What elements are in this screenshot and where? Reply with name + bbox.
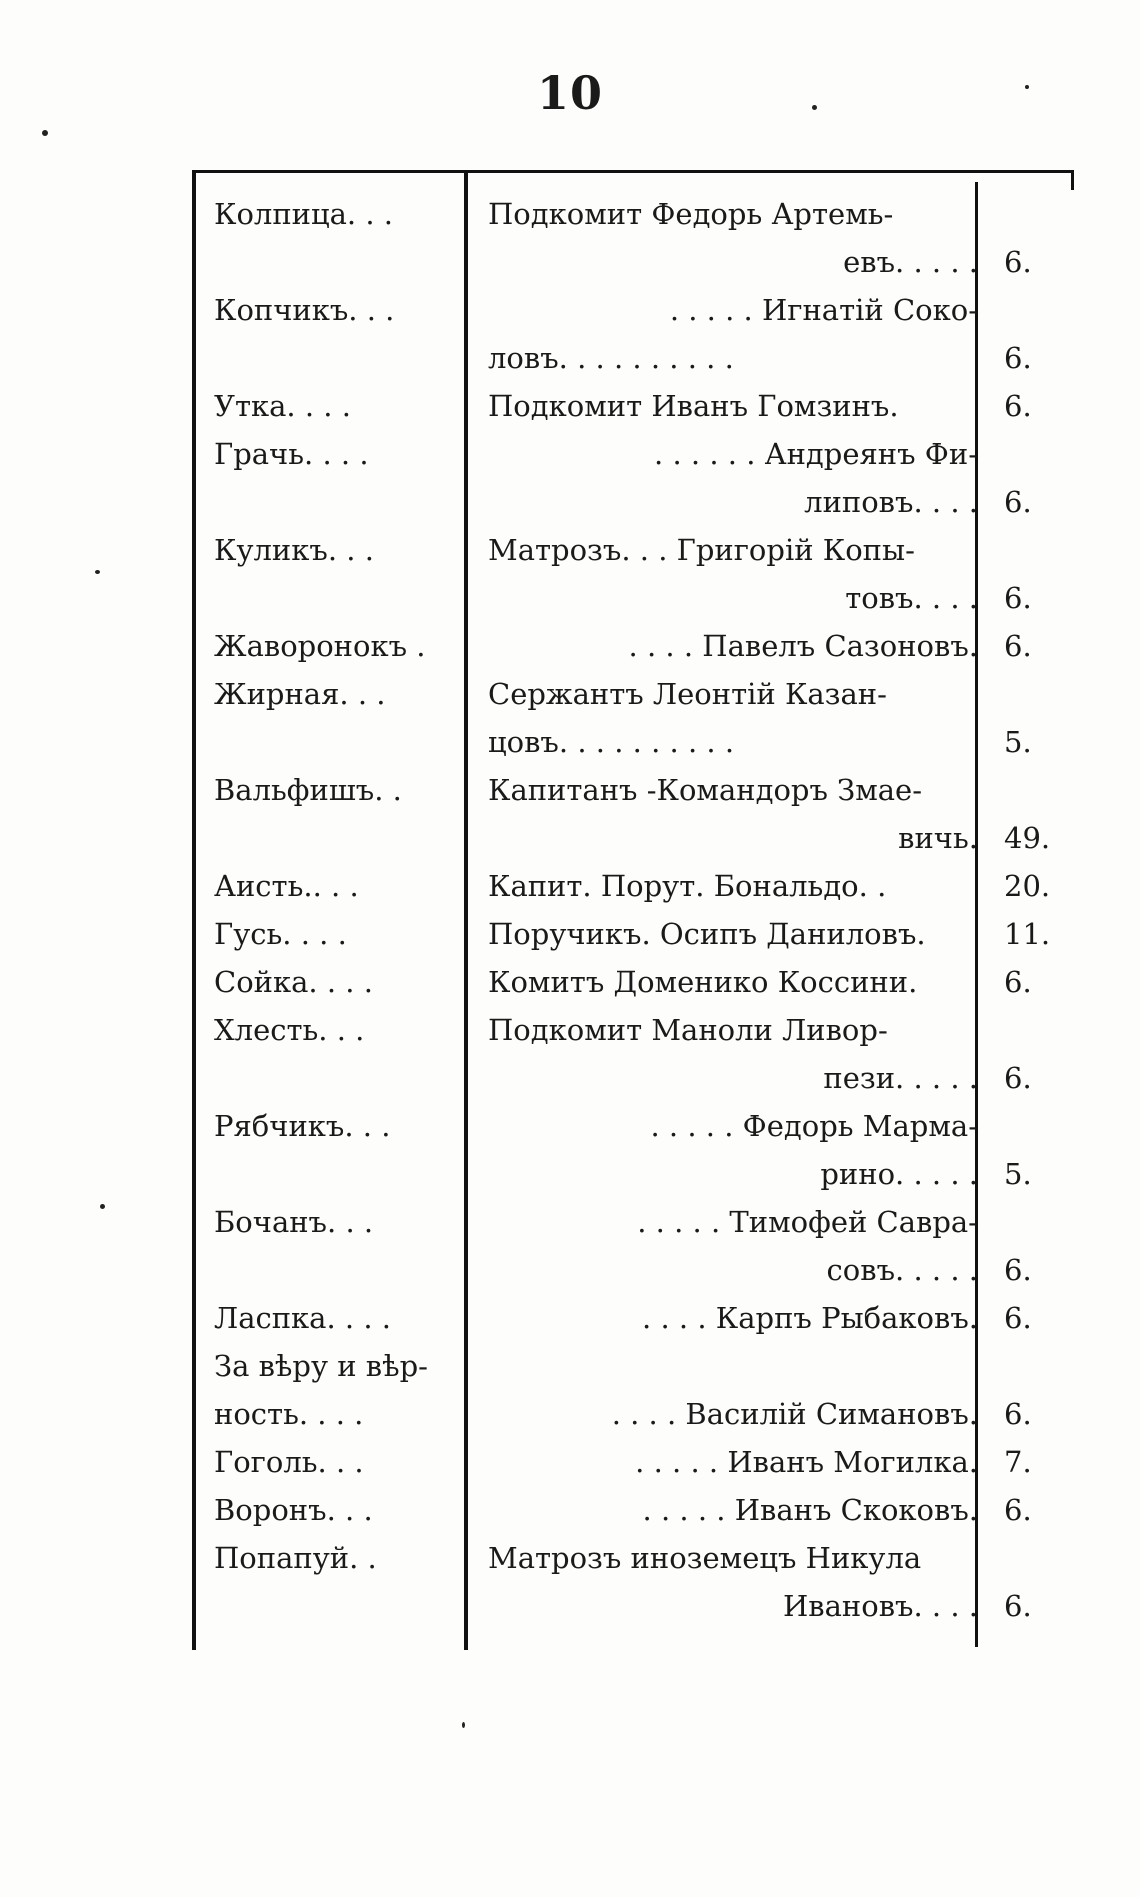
crew-entry: ловъ. . . . . . . . . . (488, 341, 734, 375)
crew-entry: Подкомит Маноли Ливор- (488, 1013, 888, 1047)
table-top-rule (192, 170, 1074, 173)
roster-line (214, 526, 1074, 574)
crew-entry: вичь. (898, 821, 978, 855)
crew-count: 6. (1004, 389, 1032, 423)
print-speck (1025, 85, 1029, 89)
crew-count: 6. (1004, 1253, 1032, 1287)
print-speck (812, 105, 817, 110)
ship-name: Жаворонокъ . (214, 629, 426, 663)
crew-count: 20. (1004, 869, 1051, 903)
ship-name: Грачь. . . . (214, 437, 369, 471)
crew-entry: . . . . Василій Симановъ. (611, 1397, 978, 1431)
roster-line (214, 1294, 1074, 1342)
crew-entry: липовъ. . . . (804, 485, 978, 519)
crew-entry: Матрозъ иноземецъ Никула (488, 1541, 922, 1575)
crew-entry: . . . . . Иванъ Скоковъ. (642, 1493, 978, 1527)
ship-name: Попапуй. . (214, 1541, 377, 1575)
crew-entry: . . . . . Федорь Марма- (650, 1109, 978, 1143)
crew-entry: Матрозъ. . . Григорій Копы- (488, 533, 915, 567)
crew-entry: Сержантъ Леонтій Казан- (488, 677, 887, 711)
roster-line (214, 910, 1074, 958)
crew-count: 7. (1004, 1445, 1032, 1479)
page-number: 10 (536, 66, 603, 120)
crew-entry: Капит. Порут. Бональдо. . (488, 869, 887, 903)
ship-name: Копчикъ. . . (214, 293, 395, 327)
crew-count: 5. (1004, 1157, 1032, 1191)
ship-name: Сойка. . . . (214, 965, 373, 999)
roster-line (214, 814, 1074, 862)
roster-line (214, 1198, 1074, 1246)
roster-line (214, 766, 1074, 814)
crew-count: 6. (1004, 485, 1032, 519)
crew-entry: евъ. . . . . (843, 245, 978, 279)
roster-line (214, 430, 1074, 478)
crew-entry: . . . . . Иванъ Могилка. (635, 1445, 978, 1479)
crew-entry: . . . . Карпъ Рыбаковъ. (642, 1301, 978, 1335)
ship-name: Хлесть. . . (214, 1013, 365, 1047)
ship-name: За вѣру и вѣр- (214, 1349, 428, 1383)
crew-entry: Ивановъ. . . . (783, 1589, 978, 1623)
crew-entry: . . . . Павелъ Сазоновъ. (628, 629, 978, 663)
print-speck (100, 1204, 105, 1209)
crew-entry: пези. . . . . (823, 1061, 978, 1095)
crew-entry: Капитанъ -Командоръ Змае- (488, 773, 923, 807)
ship-name: Аисть.. . . (214, 869, 359, 903)
ship-name: Куликъ. . . (214, 533, 374, 567)
crew-entry: . . . . . Игнатій Соко- (669, 293, 978, 327)
table-right-edge (1071, 170, 1074, 190)
roster-line (214, 190, 1074, 238)
roster-line (214, 334, 1074, 382)
roster-line (214, 478, 1074, 526)
crew-count: 6. (1004, 1397, 1032, 1431)
roster-line (214, 1390, 1074, 1438)
roster-line (214, 1534, 1074, 1582)
roster-line (214, 1438, 1074, 1486)
roster-line (214, 1246, 1074, 1294)
roster-line (214, 382, 1074, 430)
crew-count: 6. (1004, 341, 1032, 375)
ship-name: Ласпка. . . . (214, 1301, 392, 1335)
roster-line (214, 1342, 1074, 1390)
roster-line (214, 1150, 1074, 1198)
ship-name: Рябчикъ. . . (214, 1109, 391, 1143)
ship-name: Жирная. . . (214, 677, 386, 711)
roster-line (214, 1102, 1074, 1150)
crew-entry: совъ. . . . . (826, 1253, 978, 1287)
roster-line (214, 574, 1074, 622)
crew-count: 11. (1004, 917, 1051, 951)
crew-entry: Комитъ Доменико Коссини. (488, 965, 918, 999)
crew-count: 6. (1004, 245, 1032, 279)
roster-line (214, 1054, 1074, 1102)
roster-line (214, 1006, 1074, 1054)
crew-entry: Поручикъ. Осипъ Даниловъ. (488, 917, 926, 951)
crew-entry: Подкомит Федорь Артемь- (488, 197, 894, 231)
ship-name: Колпица. . . (214, 197, 394, 231)
roster-line (214, 286, 1074, 334)
crew-count: 5. (1004, 725, 1032, 759)
crew-entry: . . . . . . Андреянъ Фи- (654, 437, 978, 471)
crew-entry: . . . . . Тимофей Савра- (637, 1205, 978, 1239)
print-speck (95, 570, 100, 574)
crew-count: 6. (1004, 1493, 1032, 1527)
crew-count: 6. (1004, 581, 1032, 615)
crew-count: 49. (1004, 821, 1051, 855)
ship-name: Гоголь. . . (214, 1445, 364, 1479)
roster-line (214, 862, 1074, 910)
ship-name: Вальфишъ. . (214, 773, 402, 807)
crew-count: 6. (1004, 1589, 1032, 1623)
crew-entry: рино. . . . . (820, 1157, 978, 1191)
crew-count: 6. (1004, 1061, 1032, 1095)
crew-count: 6. (1004, 965, 1032, 999)
roster-line (214, 670, 1074, 718)
crew-entry: цовъ. . . . . . . . . . (488, 725, 735, 759)
table-left-rule (192, 170, 196, 1650)
ship-name: Гусь. . . . (214, 917, 347, 951)
crew-count: 6. (1004, 629, 1032, 663)
crew-entry: Подкомит Иванъ Гомзинъ. (488, 389, 899, 423)
ship-name: Воронъ. . . (214, 1493, 373, 1527)
ship-name: Утка. . . . (214, 389, 351, 423)
roster-line (214, 718, 1074, 766)
roster-line (214, 238, 1074, 286)
roster-line (214, 622, 1074, 670)
crew-count: 6. (1004, 1301, 1032, 1335)
crew-entry: товъ. . . . (845, 581, 978, 615)
roster-line (214, 1582, 1074, 1630)
print-speck (462, 1722, 465, 1728)
roster-table (214, 190, 1074, 1630)
roster-line (214, 958, 1074, 1006)
roster-line (214, 1486, 1074, 1534)
ship-name: Бочанъ. . . (214, 1205, 374, 1239)
ship-name: ность. . . . (214, 1397, 364, 1431)
print-speck (42, 130, 48, 136)
